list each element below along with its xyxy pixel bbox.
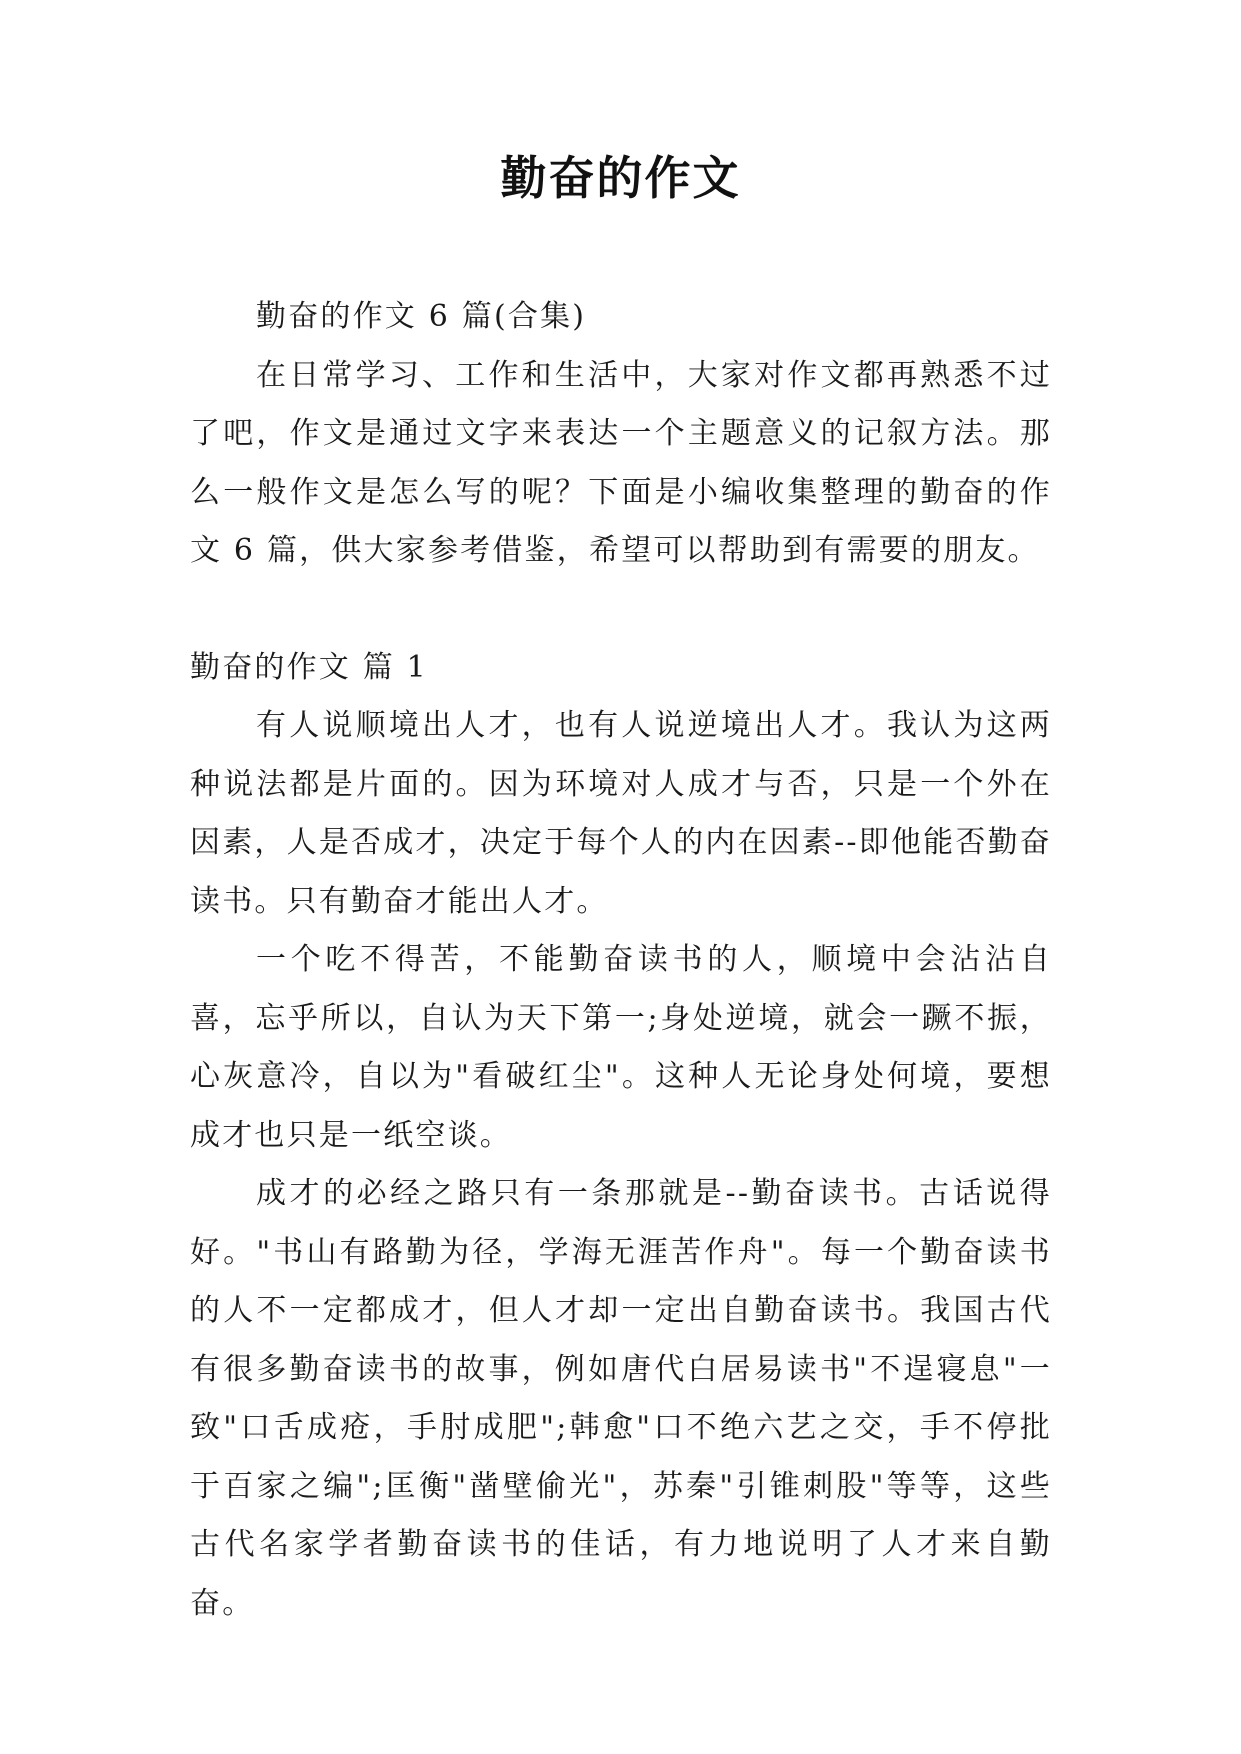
document-title: 勤奋的作文 — [500, 151, 741, 205]
body-paragraph: 成才的必经之路只有一条那就是--勤奋读书。古话说得好。"书山有路勤为径，学海无涯苦作舟"。每一个勤奋读书的人不一定都成才，但人才却一定出自勤奋读书。我国古代有很多勤奋读书的故事，例如唐代白居易读书"不逞寝息"一致"口舌成疮，手肘成肥";韩愈"口不绝六艺之交，手不停批于百家之编";匡衡"凿壁偷光"，苏秦"引锥刺股"等等，这些古代名家学者勤奋读书的佳话，有力地说明了人才来自勤奋。 — [190, 1176, 1052, 1621]
subtitle-line: 勤奋的作文 6 篇(合集) — [256, 299, 587, 334]
section-heading: 勤奋的作文 篇 1 — [190, 649, 428, 685]
body-paragraph: 有人说顺境出人才，也有人说逆境出人才。我认为这两种说法都是片面的。因为环境对人成才与否，只是一个外在因素，人是否成才，决定于每个人的内在因素--即他能否勤奋读书。只有勤奋才能出人才。 — [190, 708, 1052, 919]
document-body — [190, 288, 1052, 1633]
intro-paragraph: 在日常学习、工作和生活中，大家对作文都再熟悉不过了吧，作文是通过文字来表达一个主题意义的记叙方法。那么一般作文是怎么写的呢？下面是小编收集整理的勤奋的作文 6 篇，供大家参考借鉴，希望可以帮助到有需要的朋友。 — [190, 357, 1052, 568]
body-paragraph: 一个吃不得苦，不能勤奋读书的人，顺境中会沾沾自喜，忘乎所以，自认为天下第一;身处逆境，就会一蹶不振，心灰意冷，自以为"看破红尘"。这种人无论身处何境，要想成才也只是一纸空谈。 — [190, 942, 1052, 1153]
